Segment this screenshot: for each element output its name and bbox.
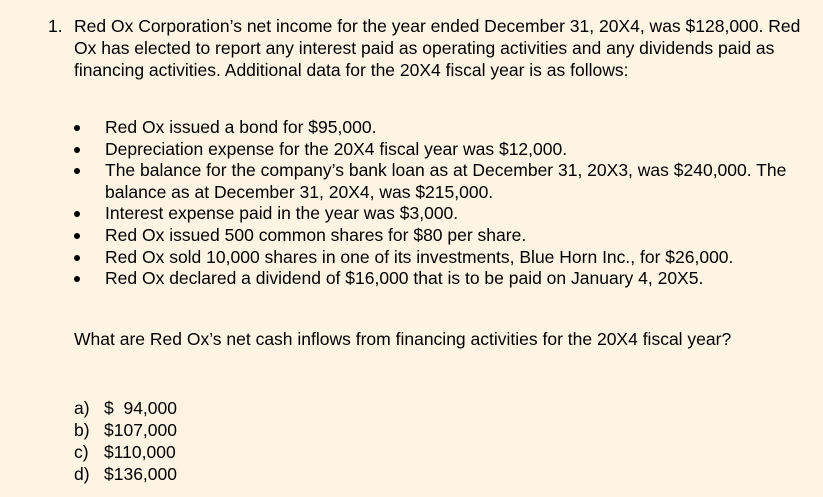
- answer-option-c: [74, 441, 177, 463]
- list-item: [74, 203, 819, 225]
- fact-text: Depreciation expense for the 20X4 fiscal year was $12,000.: [105, 138, 568, 159]
- fact-text: Interest expense paid in the year was $3,000.: [105, 203, 459, 224]
- option-value: $107,000: [104, 420, 177, 440]
- fact-text: Red Ox issued a bond for $95,000.: [105, 117, 377, 137]
- answer-option-d: [74, 463, 177, 485]
- option-letter: d): [74, 464, 90, 484]
- option-letter: a): [74, 398, 90, 418]
- answer-option-b: [74, 419, 177, 441]
- option-letter: c): [74, 442, 89, 462]
- list-item: [74, 268, 819, 290]
- bullet-icon: [74, 125, 80, 131]
- list-item: [74, 225, 819, 247]
- bullet-icon: [74, 168, 80, 174]
- option-value: $ 94,000: [104, 398, 177, 418]
- bullet-icon: [74, 147, 80, 153]
- fact-text: Red Ox issued 500 common shares for $80 per share.: [105, 224, 527, 245]
- list-item: [74, 117, 819, 139]
- answer-option-a: [74, 397, 177, 419]
- list-item: [74, 247, 819, 269]
- list-item: [74, 160, 819, 203]
- fact-text: Red Ox sold 10,000 shares in one of its investments, Blue Horn Inc., for $26,000.: [105, 246, 734, 267]
- bullet-icon: [74, 211, 80, 217]
- answer-options: [74, 397, 177, 485]
- list-item: [74, 139, 819, 161]
- question-number: 1.: [48, 16, 63, 36]
- bullet-icon: [74, 255, 80, 261]
- option-value: $110,000: [104, 442, 176, 462]
- fact-text: The balance for the company’s bank loan as at December 31, 20X3, was $240,000. The balance as at December 31, 20X4, was $215,000.: [105, 160, 787, 202]
- bullet-icon: [74, 276, 80, 282]
- facts-list: [74, 117, 819, 290]
- question-stem: Red Ox Corporation’s net income for the year ended December 31, 20X4, was $128,000. Red Ox has elected to report any interest paid as operating activities and any dividends paid as financing activities. Additional data for the 20X4 fiscal year is as follows:: [74, 16, 801, 80]
- question-prompt: What are Red Ox’s net cash inflows from financing activities for the 20X4 fiscal year?: [74, 329, 732, 349]
- bullet-icon: [74, 233, 80, 239]
- option-value: $136,000: [104, 464, 177, 484]
- option-letter: b): [74, 420, 90, 440]
- fact-text: Red Ox declared a dividend of $16,000 that is to be paid on January 4, 20X5.: [105, 268, 704, 289]
